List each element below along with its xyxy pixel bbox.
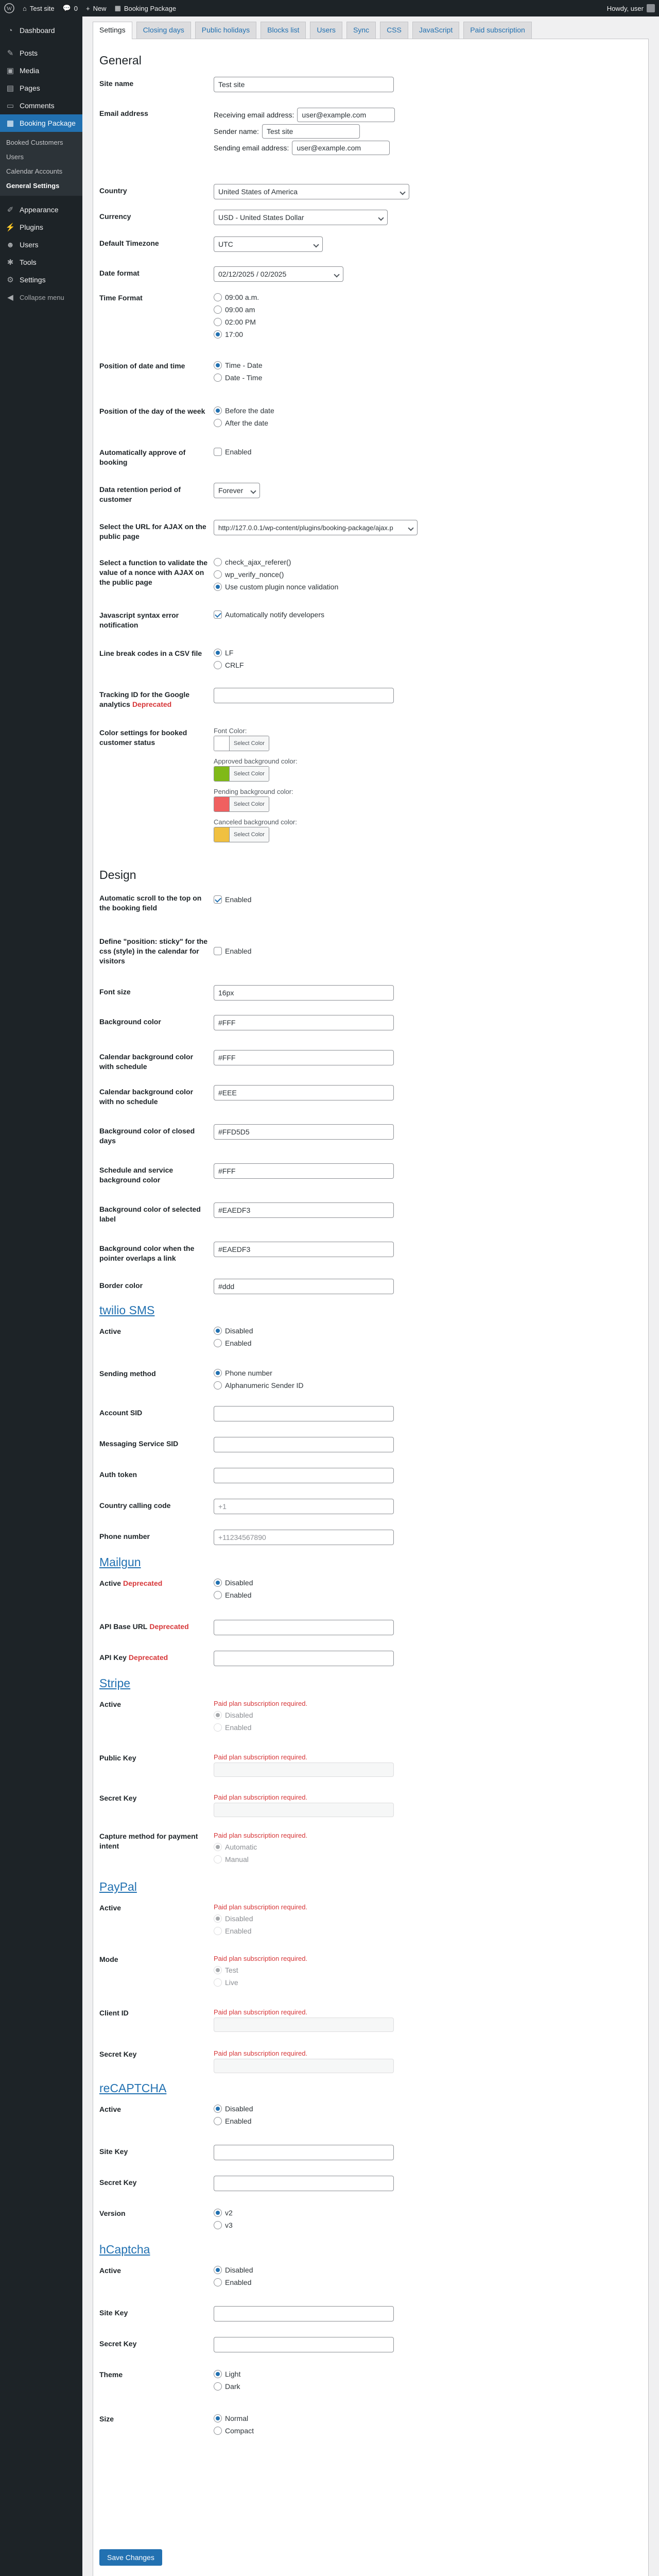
hcaptcha-site-key-row: Site Key: [99, 2306, 643, 2337]
recaptcha-active-option[interactable]: Enabled: [214, 2115, 643, 2127]
hcaptcha-active-row: Active Disabled Enabled: [99, 2264, 643, 2306]
auto-approve-checkbox[interactable]: Enabled: [214, 446, 643, 458]
paypal-active-option[interactable]: Enabled: [214, 1925, 643, 1937]
site-name-input[interactable]: Test site: [214, 77, 394, 92]
hcaptcha-size-row: Size Normal Compact: [99, 2412, 643, 2448]
menu-settings[interactable]: ⚙ Settings: [0, 271, 82, 289]
capture-method-option[interactable]: Automatic: [214, 1841, 643, 1853]
twilio-title[interactable]: twilio SMS: [99, 1303, 155, 1317]
site-name-link[interactable]: ⌂ Test site: [23, 4, 55, 12]
color-setting: Pending background color: Select Color: [214, 788, 643, 813]
color-setting: Canceled background color: Select Color: [214, 818, 643, 843]
menu-pages[interactable]: ▤ Pages: [0, 79, 82, 97]
nonce-option[interactable]: wp_verify_nonce(): [214, 568, 643, 581]
calendar-icon: ▦: [114, 4, 121, 12]
paid-notice: Paid plan subscription required.: [214, 2049, 308, 2057]
wordpress-logo-icon[interactable]: [0, 0, 19, 16]
messaging-sid-row: Messaging Service SID: [99, 1437, 643, 1468]
booking-package-link[interactable]: ▦ Booking Package: [114, 4, 177, 12]
dashboard-icon: ◔: [8, 26, 13, 35]
recaptcha-version-row: Version v2 v3: [99, 2207, 643, 2243]
stripe-active-option[interactable]: Disabled: [214, 1709, 643, 1721]
paypal-mode-option[interactable]: Live: [214, 1976, 643, 1989]
deprecated-badge: Deprecated: [149, 1622, 189, 1631]
phone-number-input[interactable]: +11234567890: [214, 1530, 394, 1545]
paid-notice: Paid plan subscription required.: [214, 1831, 308, 1839]
comment-icon: 💬: [62, 4, 71, 12]
page-icon: ▤: [6, 84, 14, 93]
paid-notice: Paid plan subscription required.: [214, 1699, 308, 1707]
sending-method-option[interactable]: Phone number: [214, 1367, 643, 1379]
plug-icon: ⚡: [5, 223, 15, 232]
hcaptcha-active-option[interactable]: Disabled: [214, 2264, 643, 2276]
country-row: Country United States of America: [99, 184, 643, 210]
general-title: General: [99, 54, 142, 67]
sending-email-input[interactable]: user@example.com: [292, 141, 390, 155]
paypal-client-id-row: Client ID Paid plan subscription required.: [99, 2006, 643, 2047]
hcaptcha-site-key-input[interactable]: [214, 2306, 394, 2321]
tab-settings[interactable]: Settings: [93, 22, 132, 39]
menu-plugins[interactable]: ⚡ Plugins: [5, 223, 43, 232]
color-settings-row: Color settings for booked customer status Font Color: Select Color Approved background color: Select Color Pending background color: Select Color Canceled background color: Select Color: [99, 726, 643, 859]
design-field-row: Border color #ddd: [99, 1279, 643, 1303]
time-format-option[interactable]: 09:00 am: [214, 303, 643, 316]
menu-comments[interactable]: ▭ Comments: [0, 97, 82, 114]
position-day-option[interactable]: Before the date: [214, 404, 643, 417]
border-color-input[interactable]: #ddd: [214, 1279, 394, 1294]
nonce-row: Select a function to validate the value of a nonce with AJAX on the public page check_ajax_referer() wp_verify_nonce() Use custom plugin nonce validation: [99, 556, 643, 608]
submenu-general-settings[interactable]: General Settings: [6, 181, 60, 190]
js-error-row: Javascript syntax error notification Automatically notify developers: [99, 608, 643, 647]
paypal-secret-key-input[interactable]: [214, 2059, 394, 2073]
admin-sidebar: [0, 16, 82, 2576]
recaptcha-title[interactable]: reCAPTCHA: [99, 2081, 167, 2095]
paid-notice: Paid plan subscription required.: [214, 1753, 308, 1761]
account-menu[interactable]: Howdy, user: [603, 0, 659, 16]
country-code-row: Country calling code +1: [99, 1499, 643, 1530]
tracking-input[interactable]: [214, 688, 394, 703]
booking-submenu: [0, 132, 82, 196]
paypal-secret-key-row: Secret Key Paid plan subscription required.: [99, 2047, 643, 2081]
mailgun-active-option[interactable]: Disabled: [214, 1577, 643, 1589]
comment-icon: ▭: [6, 101, 14, 110]
stripe-public-key-row: Public Key Paid plan subscription required.: [99, 1751, 643, 1791]
design-field-row: Calendar background color with schedule #FFF: [99, 1050, 643, 1085]
settings-panel: [93, 39, 649, 2576]
collapse-icon: ◀: [7, 293, 13, 302]
recaptcha-site-key-input[interactable]: [214, 2145, 394, 2160]
auth-token-row: Auth token: [99, 1468, 643, 1499]
api-key-row: API Key Deprecated: [99, 1651, 643, 1676]
paid-notice: Paid plan subscription required.: [214, 1903, 308, 1911]
ajax-url-select[interactable]: http://127.0.0.1/wp-content/plugins/booking-package/ajax.p: [214, 520, 418, 535]
menu-booking-package[interactable]: ▦ Booking Package: [0, 114, 82, 132]
settings-tabs: [93, 22, 649, 39]
menu-users[interactable]: ☻ Users: [0, 236, 82, 253]
email-row: Email address Receiving email address: user@example.com Sender name: Test site Sending email address: user@example.com: [99, 107, 643, 184]
menu-tools[interactable]: ✱ Tools: [0, 253, 82, 271]
select-color-button[interactable]: Select Color: [214, 766, 269, 782]
select-color-button[interactable]: Select Color: [214, 827, 269, 842]
mailgun-active-option[interactable]: Enabled: [214, 1589, 643, 1601]
paypal-client-id-input[interactable]: [214, 2018, 394, 2032]
tab-javascript[interactable]: JavaScript: [412, 22, 459, 39]
menu-posts[interactable]: ✎ Posts: [0, 44, 82, 62]
csv-row: Line break codes in a CSV file LF CRLF: [99, 647, 643, 688]
color-setting: Font Color: Select Color: [214, 727, 643, 752]
pin-icon: ✎: [7, 49, 14, 58]
api-key-input[interactable]: [214, 1651, 394, 1666]
js-error-checkbox[interactable]: Automatically notify developers: [214, 608, 643, 621]
account-sid-input[interactable]: [214, 1406, 394, 1421]
select-color-button[interactable]: Select Color: [214, 796, 269, 812]
phone-row: Phone number +11234567890: [99, 1530, 643, 1555]
tab-users[interactable]: Users: [310, 22, 342, 39]
twilio-active-option[interactable]: Disabled: [214, 1325, 643, 1337]
autoscroll-checkbox[interactable]: Enabled: [214, 893, 643, 906]
date-format-select[interactable]: 02/12/2025 / 02/2025: [214, 266, 343, 282]
paid-notice: Paid plan subscription required.: [214, 1793, 308, 1801]
admin-bar: [0, 0, 659, 16]
time-format-option[interactable]: 09:00 a.m.: [214, 291, 643, 303]
paypal-title[interactable]: PayPal: [99, 1880, 137, 1893]
calendar-bg-no-schedule-input[interactable]: #EEE: [214, 1085, 394, 1100]
currency-row: Currency USD - United States Dollar: [99, 210, 643, 236]
recaptcha-version-option[interactable]: v2: [214, 2207, 643, 2219]
tab-css[interactable]: CSS: [380, 22, 408, 39]
mailgun-active-row: Active Deprecated Disabled Enabled: [99, 1577, 643, 1620]
design-field-row: Background color #FFF: [99, 1015, 643, 1050]
collapse-menu-button[interactable]: ◀ Collapse menu: [0, 289, 82, 306]
select-color-button[interactable]: Select Color: [214, 736, 269, 751]
country-code-input[interactable]: +1: [214, 1499, 394, 1514]
paypal-mode-row: Mode Paid plan subscription required. Test Live: [99, 1953, 643, 2006]
stripe-secret-key-row: Secret Key Paid plan subscription required.: [99, 1791, 643, 1829]
retention-row: Data retention period of customer Forever: [99, 483, 643, 520]
mailgun-title[interactable]: Mailgun: [99, 1555, 141, 1569]
tab-public-holidays[interactable]: Public holidays: [195, 22, 256, 39]
capture-method-option[interactable]: Manual: [214, 1853, 643, 1866]
hcaptcha-size-option[interactable]: Compact: [214, 2425, 643, 2437]
media-icon: ▣: [6, 66, 14, 75]
closed-days-color-input[interactable]: #FFD5D5: [214, 1124, 394, 1140]
receiving-email-input[interactable]: user@example.com: [297, 108, 395, 122]
time-format-option[interactable]: 17:00: [214, 328, 643, 341]
selected-label-color-input[interactable]: #EAEDF3: [214, 1202, 394, 1218]
site-name-row: Site name Test site: [99, 77, 643, 107]
capture-method-row: Capture method for payment intent Paid plan subscription required. Automatic Manual: [99, 1829, 643, 1880]
account-sid-row: Account SID: [99, 1406, 643, 1437]
position-day-row: Position of the day of the week Before the date After the date: [99, 404, 643, 446]
time-format-option[interactable]: 02:00 PM: [214, 316, 643, 328]
retention-select[interactable]: Forever: [214, 483, 260, 498]
twilio-active-row: Active Disabled Enabled: [99, 1325, 643, 1367]
settings-icon: ⚙: [7, 276, 14, 284]
recaptcha-secret-key-row: Secret Key: [99, 2176, 643, 2207]
deprecated-badge: Deprecated: [128, 1653, 168, 1662]
tab-closing-days[interactable]: Closing days: [136, 22, 191, 39]
nonce-option[interactable]: check_ajax_referer(): [214, 556, 643, 568]
design-title: Design: [99, 868, 136, 882]
save-changes-button[interactable]: Save Changes: [99, 2549, 162, 2566]
position-date-row: Position of date and time Time - Date Date - Time: [99, 359, 643, 404]
twilio-method-row: Sending method Phone number Alphanumeric Sender ID: [99, 1367, 643, 1406]
recaptcha-version-option[interactable]: v3: [214, 2219, 643, 2231]
position-day-option[interactable]: After the date: [214, 417, 643, 429]
calendar-icon: ▦: [6, 119, 14, 128]
paypal-mode-option[interactable]: Test: [214, 1964, 643, 1976]
submenu-users[interactable]: Users: [6, 152, 24, 161]
csv-option[interactable]: CRLF: [214, 659, 643, 671]
position-date-option[interactable]: Time - Date: [214, 359, 643, 371]
nonce-option[interactable]: Use custom plugin nonce validation: [214, 581, 643, 593]
stripe-public-key-input[interactable]: [214, 1762, 394, 1777]
stripe-title[interactable]: Stripe: [99, 1676, 131, 1690]
timezone-select[interactable]: UTC: [214, 236, 323, 252]
menu-dashboard[interactable]: ◔ Dashboard: [0, 22, 82, 39]
time-format-row: Time Format 09:00 a.m. 09:00 am 02:00 PM 17:00: [99, 291, 643, 359]
position-date-option[interactable]: Date - Time: [214, 371, 643, 384]
hcaptcha-active-option[interactable]: Enabled: [214, 2276, 643, 2289]
recaptcha-active-option[interactable]: Disabled: [214, 2103, 643, 2115]
brush-icon: ✐: [7, 206, 14, 214]
sticky-row: Define "position: sticky" for the css (style) in the calendar for visitors Enabled: [99, 935, 643, 985]
hover-link-color-input[interactable]: #EAEDF3: [214, 1242, 394, 1257]
wrench-icon: ✱: [7, 258, 14, 267]
recaptcha-secret-key-input[interactable]: [214, 2176, 394, 2191]
design-field-row: Background color of closed days #FFD5D5: [99, 1124, 643, 1163]
color-setting: Approved background color: Select Color: [214, 757, 643, 783]
new-content-link[interactable]: + New: [85, 4, 107, 12]
sending-method-option[interactable]: Alphanumeric Sender ID: [214, 1379, 643, 1392]
paid-notice: Paid plan subscription required.: [214, 1954, 308, 1962]
main-content: [93, 22, 649, 2576]
stripe-active-option[interactable]: Enabled: [214, 1721, 643, 1734]
deprecated-badge: Deprecated: [123, 1579, 163, 1587]
deprecated-badge: Deprecated: [132, 700, 172, 708]
design-field-row: Background color when the pointer overlaps a link #EAEDF3: [99, 1242, 643, 1279]
currency-select[interactable]: USD - United States Dollar: [214, 210, 388, 225]
design-field-row: Font size 16px: [99, 985, 643, 1015]
plus-icon: +: [85, 4, 90, 12]
timezone-row: Default Timezone UTC: [99, 236, 643, 266]
sender-name-input[interactable]: Test site: [262, 124, 360, 139]
stripe-secret-key-input[interactable]: [214, 1803, 394, 1817]
avatar: [647, 4, 655, 12]
background-color-input[interactable]: #FFF: [214, 1015, 394, 1030]
svg-text:W: W: [6, 6, 12, 12]
design-field-row: Background color of selected label #EAEDF3: [99, 1202, 643, 1242]
submenu-calendar-accounts[interactable]: Calendar Accounts: [6, 167, 63, 175]
design-field-row: Schedule and service background color #FFF: [99, 1163, 643, 1202]
calendar-bg-schedule-input[interactable]: #FFF: [214, 1050, 394, 1065]
recaptcha-active-row: Active Disabled Enabled: [99, 2103, 643, 2145]
hcaptcha-secret-key-row: Secret Key: [99, 2337, 643, 2368]
schedule-bg-color-input[interactable]: #FFF: [214, 1163, 394, 1179]
hcaptcha-theme-row: Theme Light Dark: [99, 2368, 643, 2412]
paypal-active-option[interactable]: Disabled: [214, 1912, 643, 1925]
csv-option[interactable]: LF: [214, 647, 643, 659]
paid-notice: Paid plan subscription required.: [214, 2008, 308, 2016]
comments-link[interactable]: 💬 0: [62, 4, 78, 12]
hcaptcha-size-option[interactable]: Normal: [214, 2412, 643, 2425]
messaging-sid-input[interactable]: [214, 1437, 394, 1452]
design-field-row: Calendar background color with no schedule #EEE: [99, 1085, 643, 1124]
font-size-input[interactable]: 16px: [214, 985, 394, 1001]
paypal-active-row: Active Paid plan subscription required. Disabled Enabled: [99, 1901, 643, 1953]
hcaptcha-secret-key-input[interactable]: [214, 2337, 394, 2352]
twilio-active-option[interactable]: Enabled: [214, 1337, 643, 1349]
country-select[interactable]: United States of America: [214, 184, 409, 199]
hcaptcha-theme-option[interactable]: Dark: [214, 2380, 643, 2393]
date-format-row: Date format 02/12/2025 / 02/2025: [99, 266, 643, 291]
home-icon: ⌂: [23, 4, 27, 12]
hcaptcha-theme-option[interactable]: Light: [214, 2368, 643, 2380]
tab-paid-subscription[interactable]: Paid subscription: [463, 22, 532, 39]
hcaptcha-title[interactable]: hCaptcha: [99, 2243, 150, 2256]
api-base-url-input[interactable]: [214, 1620, 394, 1635]
tracking-row: Tracking ID for the Google analytics Deprecated: [99, 688, 643, 726]
user-icon: ☻: [6, 240, 14, 249]
menu-appearance[interactable]: ✐ Appearance: [0, 201, 82, 218]
api-base-url-row: API Base URL Deprecated: [99, 1620, 643, 1651]
menu-media[interactable]: ▣ Media: [0, 62, 82, 79]
ajax-url-row: Select the URL for AJAX on the public page http://127.0.0.1/wp-content/plugins/booking-package/ajax.p: [99, 520, 643, 556]
auto-approve-row: Automatically approve of booking Enabled: [99, 446, 643, 483]
submenu-booked-customers[interactable]: Booked Customers: [6, 138, 63, 146]
auth-token-input[interactable]: [214, 1468, 394, 1483]
tab-blocks-list[interactable]: Blocks list: [261, 22, 306, 39]
recaptcha-site-key-row: Site Key: [99, 2145, 643, 2176]
sticky-checkbox[interactable]: Enabled: [214, 945, 643, 957]
tab-sync[interactable]: Sync: [346, 22, 376, 39]
autoscroll-row: Automatic scroll to the top on the booking field Enabled: [99, 891, 643, 935]
stripe-active-row: Active Paid plan subscription required. Disabled Enabled: [99, 1698, 643, 1751]
